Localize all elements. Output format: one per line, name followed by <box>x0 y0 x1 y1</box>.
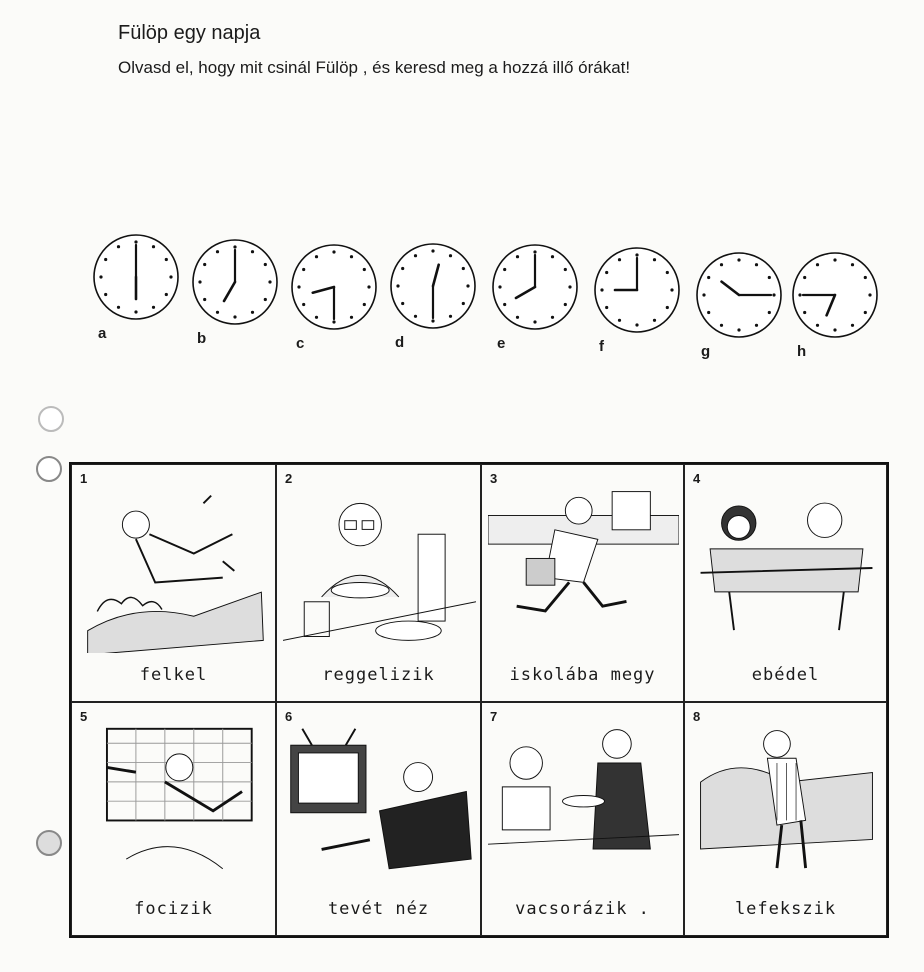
activity-number: 1 <box>80 471 88 486</box>
activity-card <box>71 702 276 936</box>
football-goal-illustration <box>78 721 271 891</box>
going-to-bed-illustration <box>691 721 882 891</box>
activity-number: 5 <box>80 709 88 724</box>
clock-label-e: e <box>497 335 506 352</box>
activity-caption: reggelizik <box>322 665 435 685</box>
activity-caption: tevét néz <box>327 899 430 919</box>
activity-card <box>481 702 684 936</box>
activity-card <box>481 464 684 702</box>
clock-h-icon <box>790 250 880 340</box>
activity-caption: vacsorázik . <box>515 899 650 919</box>
activity-number: 2 <box>285 471 293 486</box>
clock-b-icon <box>190 237 280 327</box>
activity-card <box>71 464 276 702</box>
clock-f-icon <box>592 245 682 335</box>
clock-label-h: h <box>797 343 807 360</box>
page-title: Fülöp egy napja <box>118 22 261 44</box>
clock-label-d: d <box>395 334 405 351</box>
clock-a-icon <box>91 232 181 322</box>
activity-card <box>276 464 481 702</box>
clock-label-b: b <box>197 330 207 347</box>
clock-g-icon <box>694 250 784 340</box>
punch-hole <box>36 456 62 482</box>
activity-number: 4 <box>693 471 701 486</box>
dinner-served-illustration <box>488 721 679 891</box>
activity-number: 6 <box>285 709 293 724</box>
punch-hole <box>36 830 62 856</box>
watching-tv-illustration <box>283 721 476 891</box>
walking-to-school-illustration <box>488 483 679 653</box>
activity-card <box>276 702 481 936</box>
activity-grid <box>69 462 889 938</box>
activity-number: 7 <box>490 709 498 724</box>
breakfast-table-illustration <box>283 483 476 653</box>
instruction-text: Olvasd el, hogy mit csinál Fülöp , és keresd meg a hozzá illő órákat! <box>118 58 631 77</box>
activity-card <box>684 464 887 702</box>
activity-caption: lefekszik <box>734 899 837 919</box>
activity-caption: felkel <box>139 665 208 685</box>
activity-card <box>684 702 887 936</box>
clock-e-icon <box>490 242 580 332</box>
punch-hole <box>38 406 64 432</box>
activity-caption: ebédel <box>751 665 820 685</box>
activity-number: 3 <box>490 471 498 486</box>
bed-waking-up-illustration <box>78 483 271 653</box>
activity-caption: iskolába megy <box>509 665 656 685</box>
clock-label-c: c <box>296 335 305 352</box>
clock-d-icon <box>388 241 478 331</box>
clock-label-g: g <box>701 343 711 360</box>
activity-caption: focizik <box>134 899 213 919</box>
clock-c-icon <box>289 242 379 332</box>
clock-label-f: f <box>599 338 604 355</box>
activity-number: 8 <box>693 709 701 724</box>
clock-label-a: a <box>98 325 107 342</box>
lunch-with-friend-illustration <box>691 483 882 653</box>
